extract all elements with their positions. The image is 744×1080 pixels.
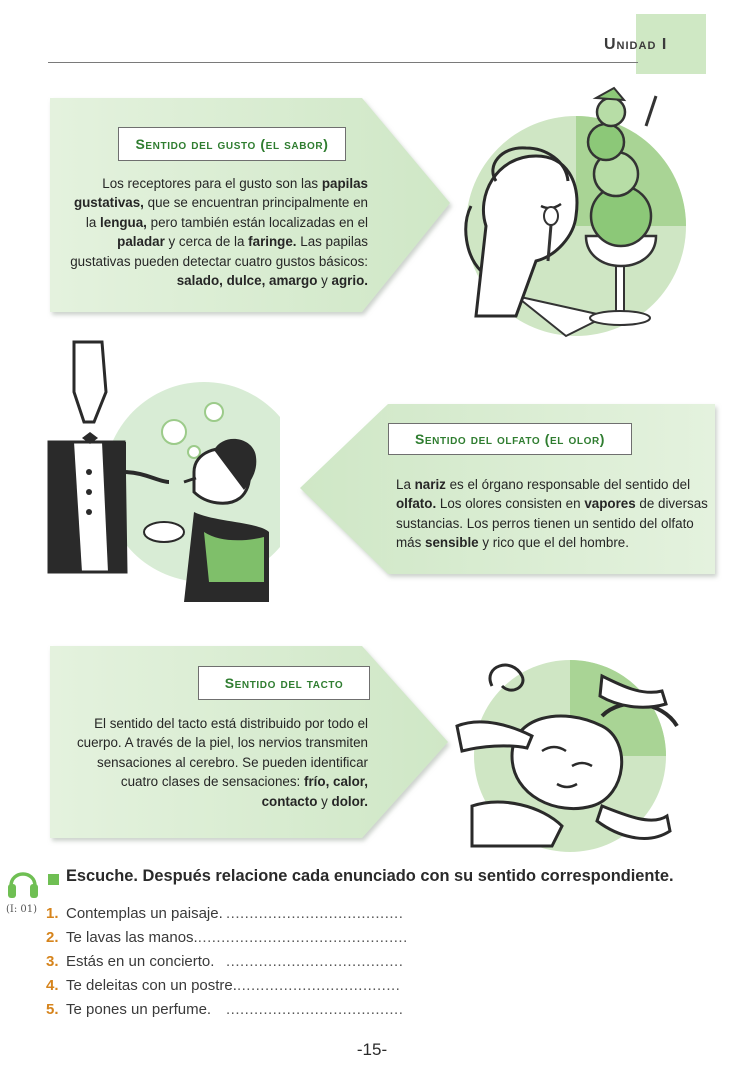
unit-label: Unidad I [604,36,668,53]
text-segment: El sentido del tacto está distribuido por todo el cuerpo. A través de la piel, los nervios transmiten sensaciones al cerebro. Se pueden identificar cuatro clases de sensaciones: [76,716,368,790]
olfato-body [396,475,712,553]
gusto-title-box [118,127,346,161]
bold-term: papilas gustativas, [73,176,368,211]
bold-term: vapores [584,496,636,512]
text-segment: Las papilas gustativas pueden detectar cuatro gustos básicos: [70,234,368,269]
exercise-item [46,997,408,1021]
item-number: 4. [46,976,59,994]
gusto-body [60,174,368,290]
audio-track-id: (I: 01) [6,904,38,915]
item-text: Estás en un concierto. [66,952,215,970]
exercise-item [46,901,408,925]
item-text: Te deleitas con un postre. [66,976,237,994]
bold-term: olfato. [396,496,437,512]
instruction-bullet [48,874,59,885]
smell-illustration [44,332,280,638]
tacto-title: Sentido del tacto [224,675,344,691]
text-segment: pero también están localizadas en el [146,214,368,230]
answer-blank[interactable]: ...................................... [226,904,404,922]
item-text: Contemplas un paisaje. [66,904,223,922]
bold-term: sensible [425,535,479,551]
tacto-body [70,714,368,811]
page-number: -15- [356,1040,388,1059]
item-text: Te lavas las manos. [66,928,198,946]
bold-term: paladar [117,234,165,250]
answer-blank[interactable]: ................................... [236,976,401,994]
olfato-title-box [388,423,632,455]
exercise-instruction: Escuche. Después relacione cada enunciado con su sentido correspondiente. [66,867,674,885]
item-text: Te pones un perfume. [66,1000,212,1018]
touch-illustration [452,656,688,856]
ice-cream-illustration [456,86,696,346]
bold-term: lengua, [100,214,147,230]
bold-term: faringe. [248,234,297,250]
item-number: 3. [46,952,59,970]
bold-term: nariz [414,477,446,492]
answer-blank[interactable]: ...................................... [226,1000,404,1018]
exercise-item [46,973,408,997]
bold-term: dolor. [331,793,368,809]
answer-blank[interactable]: ...................................... [226,952,404,970]
item-number: 2. [46,928,59,946]
text-segment: de diversas sustancias. Los perros tienen un sentido del olfato más [396,496,708,551]
answer-blank[interactable]: ............................................. [197,928,408,946]
text-segment: Los receptores para el gusto son las [102,176,322,191]
text-segment: es el órgano responsable del sentido del [445,477,691,492]
item-number: 5. [46,1000,59,1018]
text-segment: y [317,793,332,809]
text-segment: La [396,477,415,492]
text-segment: y [317,273,332,289]
gusto-title: Sentido del gusto (el sabor) [135,136,329,152]
item-number: 1. [46,904,59,922]
exercise-item [46,949,408,973]
exercise-item [46,925,408,949]
bold-term: frío, calor, contacto [261,774,368,809]
bold-term: salado, dulce, amargo [176,273,318,289]
text-segment: y rico que el del hombre. [478,535,629,551]
exercise-list [46,901,408,1021]
text-segment: que se encuentran principalmente en la [85,195,368,230]
tacto-title-box [198,666,370,700]
headphones-icon[interactable] [6,862,40,904]
text-segment: y cerca de la [164,234,249,250]
bold-term: agrio. [331,273,368,289]
olfato-title: Sentido del olfato (el olor) [414,431,606,447]
text-segment: Los olores consisten en [436,496,585,512]
